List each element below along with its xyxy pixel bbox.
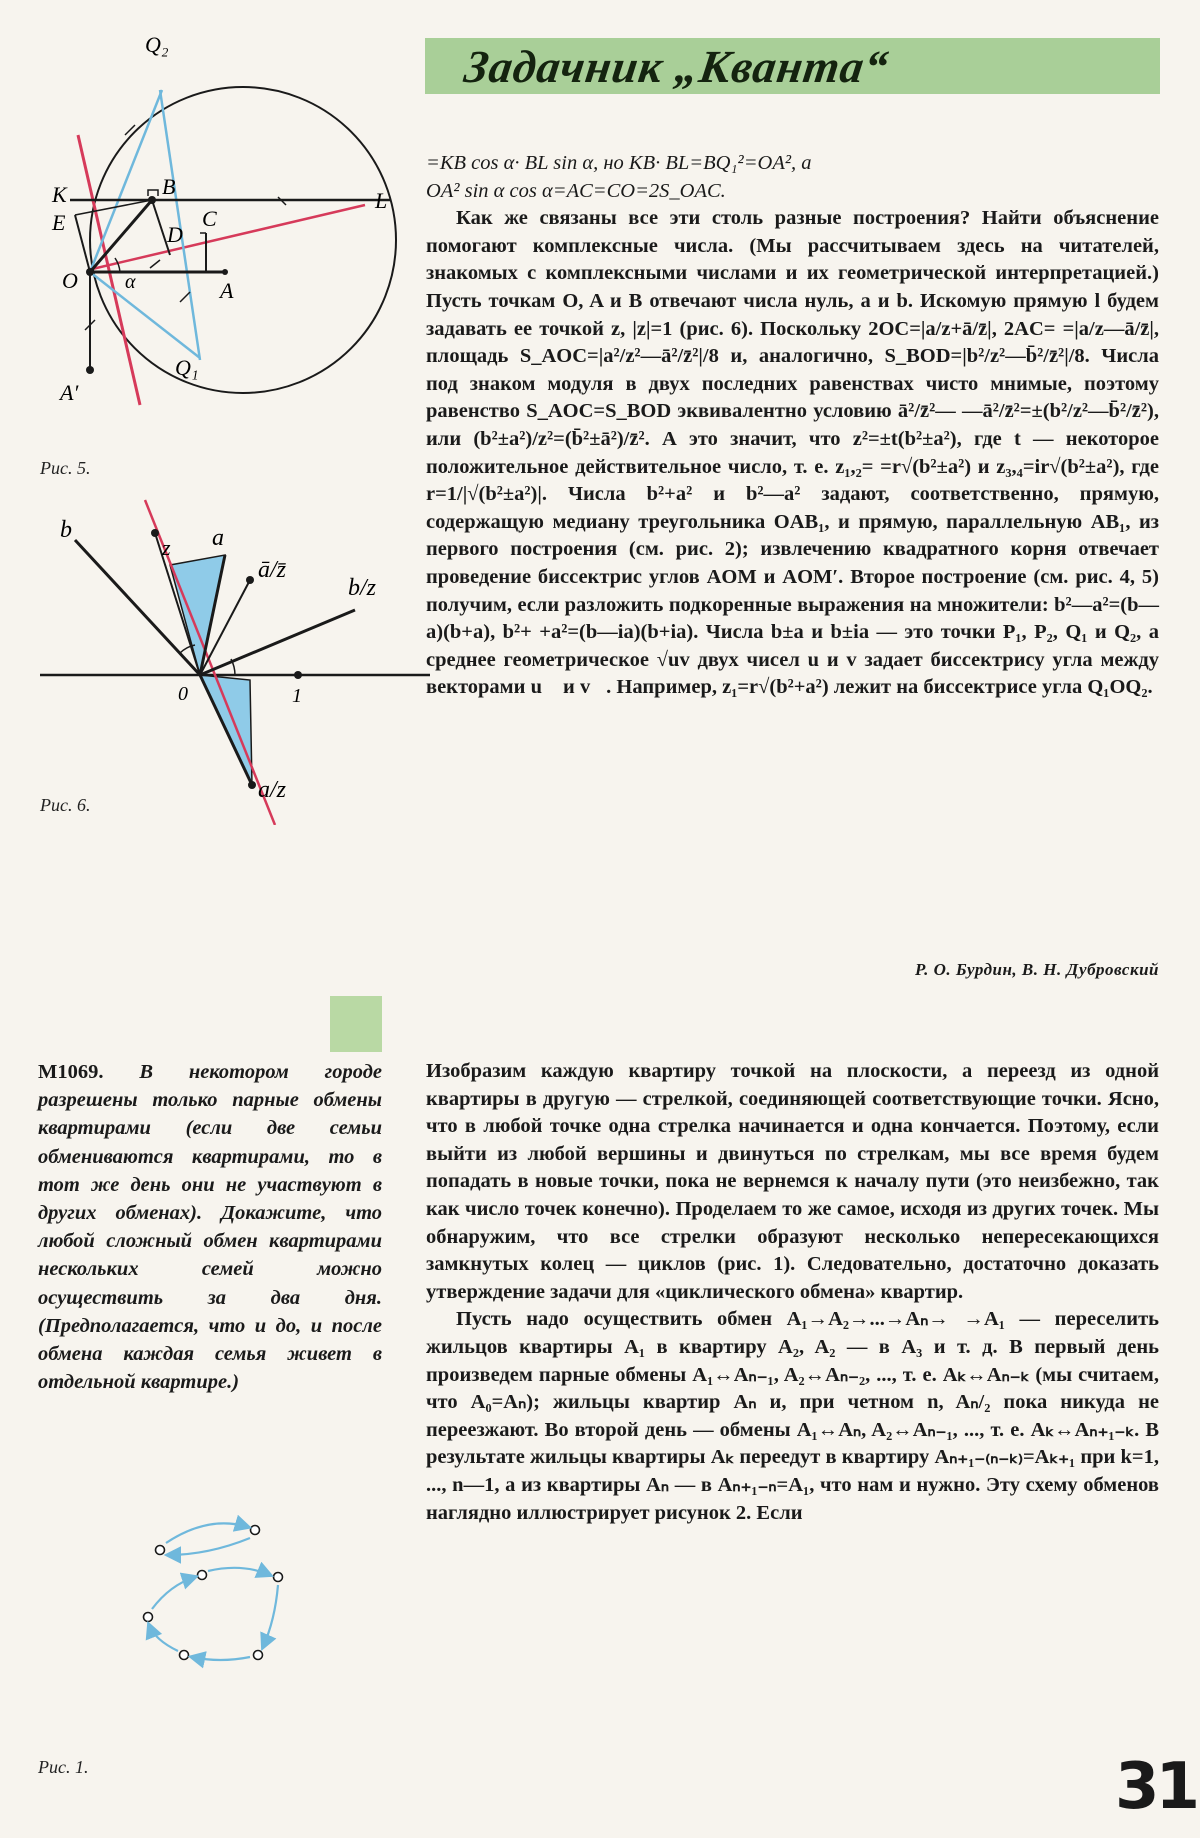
label-zero: 0 [178,683,188,705]
formula-line-1: =KB cos α· BL sin α, но KB· BL=BQ₁²=OA², а [426,152,812,174]
label-a: a [212,525,224,551]
blue-line-oq1 [90,272,200,358]
label-abar-zbar: ā/z̄ [258,557,287,583]
label-l: L [375,188,388,213]
solution-paragraph-1: Изобразим каждую квартиру точкой на плоскости, а переезд из одной квартиры в другую — стрелкой, соединяющей соответствующие точки. Ясно, что в любой точке одна стрелка начинается и одна кончается. Поэтому, если выйти из любой вершины и двинуться по стрелкам, мы все время будем попадать в новые точки, пока не вернемся к началу пути (это неизбежно, так как число точек конечно). Проделаем то же самое, исходя из других точек. Мы обнаружим, что все стрелки образуют несколько непересекающихся замкнутых колец — циклов (рис. 1). Следовательно, достаточно доказать утверждение задачи для «циклического обмена» квартир. [426,1060,1159,1303]
figure-5-diagram [30,30,420,430]
section-title: Задачник „Кванта“ [461,40,893,92]
tick-2 [180,292,190,302]
arrow [168,1538,250,1555]
point-one [294,671,302,679]
label-d: D [167,222,183,247]
angle-alpha-arc [115,258,120,272]
label-b-z: b/z [348,575,377,601]
arrow [166,1523,248,1543]
arrow [208,1568,270,1575]
arrow [263,1585,278,1647]
header-band [425,38,1160,94]
node [180,1651,189,1660]
point-abar-zbar [246,576,254,584]
green-square-marker [330,996,382,1052]
label-a-z: a/z [258,777,287,803]
arrow [192,1657,250,1660]
point-z [151,529,159,537]
label-c: C [202,206,217,231]
label-alpha: α [125,271,136,293]
article-paragraph: Как же связаны все эти столь разные построения? Найти объяснение помогают комплексные числа. (Мы рассчитываем здесь на читателей, знакомых с комплексными числами и их геометрической интерпретацией.) Пусть точкам O, A и B отвечают числа нуль, a и b. Искомую прямую l будем задавать ее точкой z, |z|=1 (рис. 6). Поскольку 2OC=|a/z+ā/z̄|, 2AC= =|a/z—ā/z̄|, площадь S_AOC=|a²/z²—ā²/z̄²|/8 и, аналогично, S_BOD=|b²/z²—b̄²/z̄²|/8. Числа под знаком модуля в двух последних равенствах чисто мнимые, поэтому равенство S_AOC=S_BOD эквивалентно условию ā²/z̄²— —ā²/z̄²=±(b²/z²—b̄²/z̄²), или (b²±a²)/z²=(b̄²±ā²)/z̄². А это значит, что z²=±t(b²±a²), где t — некоторое положительное действительное число, т. е. z₁,₂= =r√(b²±a²) и z₃,₄=ir√(b²±a²), где r=1/|√(b²±a²)|. Числа b²+a² и b²—a² задают, соответственно, прямую, содержащую медиану треугольника OAB₁, и прямую, параллельную AB₁, из первого построения (см. рис. 2); извлечению квадратного корня отвечает проведение биссектрис углов AOM и AOM′. Второе построение (см. рис. 4, 5) получим, если разложить подкоренные выражения на множители: b²—a²=(b—a)(b+a), b²+ +a²=(b—ia)(b+ia). Числа b±a и b±ia — это точки P₁, P₂, Q₁ и Q₂, а среднее геометрическое √uv двух чисел u и v задает биссектрису угла между векторами u⃗ и v⃗. Например, z₁=r√(b²+a²) лежит на биссектрисе угла Q₁OQ₂. [426,207,1159,699]
figure-1 [130,1505,300,1670]
label-z: z [162,535,171,560]
node [251,1526,260,1535]
arrow [152,1577,195,1609]
article-authors: Р. О. Бурдин, В. Н. Дубровский [914,960,1159,979]
label-e: E [52,210,66,235]
label-q2: Q₂ [145,32,169,57]
figure-6 [40,495,430,825]
figure-6-caption: Рис. 6. [40,795,91,815]
problem-text: В некотором городе разрешены только парные обмены квартирами (если две семьи обмениваются квартирами, то в тот же день они не участвуют в других обменах). Докажите, что любой сложный обмен квартирами нескольких семей можно осуществить за два дня. (Предполагается, что и до, и после обмена каждая семья живет в отдельной квартире.) [38,1061,382,1394]
label-b: b [60,517,72,543]
solution-text [426,1058,1159,1527]
figure-5-caption: Рис. 5. [40,458,91,478]
node [156,1546,165,1555]
article-text [426,150,1159,702]
segment-oe [75,215,90,272]
node [198,1571,207,1580]
point-b [148,196,156,204]
label-b: B [162,174,176,199]
point-a-prime [86,366,94,374]
label-k: K [52,182,67,207]
tick-3 [150,260,160,268]
vector-b-z [200,610,355,675]
right-angle-b [148,190,158,196]
solution-paragraph-2: Пусть надо осуществить обмен A₁→A₂→...→Aₙ→ →A₁ — переселить жильцов квартиры A₁ в квартиру A₂, A₂ — в A₃ и т. д. В первый день произведем парные обмены A₁↔Aₙ₋₁, A₂↔Aₙ₋₂, ..., т. е. Aₖ↔Aₙ₋ₖ (мы считаем, что A₀=Aₙ); жильцы квартир Aₙ и, при четном n, Aₙ/₂ пока никуда не переезжают. Во второй день — обмены A₁↔Aₙ, A₂↔Aₙ₋₁, ..., т. е. Aₖ↔Aₙ₊₁₋ₖ. В результате жильцы квартиры Aₖ переедут в квартиру Aₙ₊₁₋₍ₙ₋ₖ₎=Aₖ₊₁ при k=1, ..., n—1, а из квартиры Aₙ — в Aₙ₊₁₋ₙ=A₁, что нам и нужно. Эту схему обменов наглядно иллюстрирует рисунок 2. Если [426,1308,1159,1524]
label-a-prime: A′ [60,380,79,405]
page-number: 31 [1115,1750,1197,1824]
formula-line-2: OA² sin α cos α=AC=CO=2S_OAC. [426,179,726,202]
arrow [149,1625,178,1651]
figure-5 [30,30,420,430]
blue-triangle-upper [170,555,225,675]
figure-1-diagram [130,1505,300,1670]
node [274,1573,283,1582]
node [144,1613,153,1622]
problem-number: М1069. [38,1061,104,1083]
point-a-z [248,781,256,789]
label-a: A [220,278,234,303]
figure-1-caption: Рис. 1. [38,1757,89,1777]
point-a [222,269,228,275]
red-line-ol [88,205,365,270]
node [254,1651,263,1660]
label-q1: Q₁ [175,355,199,380]
problem-statement [38,1058,382,1396]
circle [90,87,396,393]
point-o [86,268,94,276]
figure-6-diagram [40,495,430,825]
label-o: O [62,268,78,293]
label-one: 1 [292,685,302,707]
